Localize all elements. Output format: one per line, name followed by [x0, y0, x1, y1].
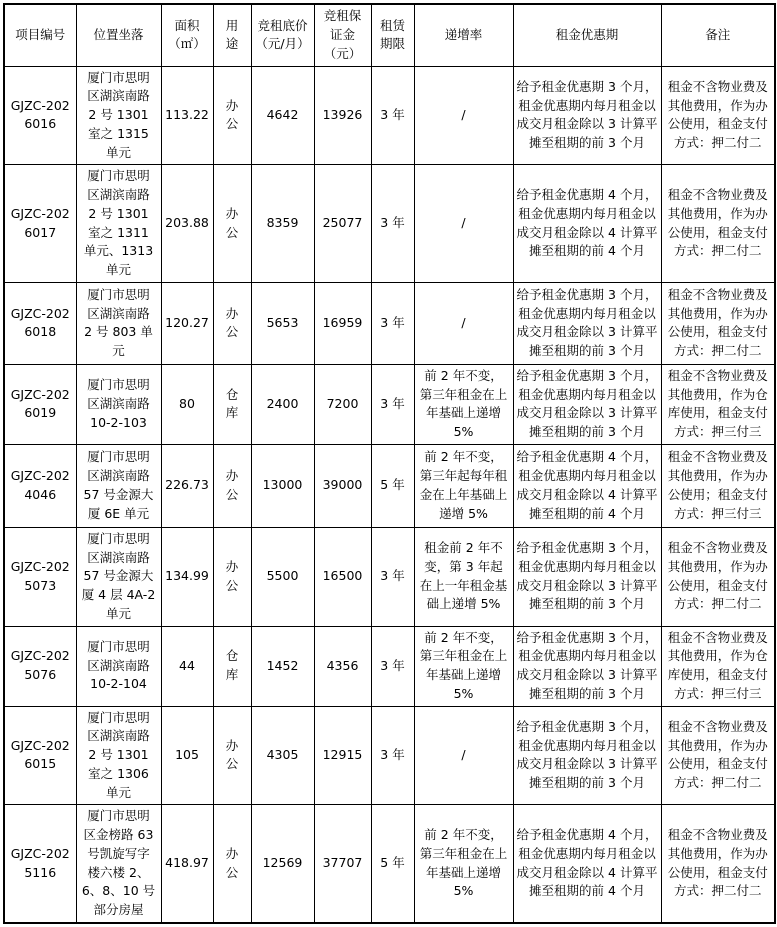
table-row	[4, 282, 775, 364]
lease-table	[3, 3, 776, 924]
cell-term: 3 年	[371, 66, 414, 165]
cell-deposit: 7200	[314, 364, 371, 444]
cell-deposit: 16959	[314, 282, 371, 364]
cell-term: 3 年	[371, 527, 414, 626]
cell-area: 418.97	[161, 805, 213, 923]
cell-base-rent: 2400	[251, 364, 314, 444]
cell-location: 厦门市思明区湖滨南路 10-2-103	[76, 364, 161, 444]
column-header-location: 位置坐落	[76, 4, 161, 66]
cell-base-rent: 5500	[251, 527, 314, 626]
cell-usage: 办公	[213, 805, 251, 923]
cell-escalation: 前 2 年不变，第三年租金在上年基础上递增 5%	[414, 805, 513, 923]
cell-remarks: 租金不含物业费及其他费用，作为办公使用，租金支付方式：押二付二	[661, 527, 775, 626]
column-header-code: 项目编号	[4, 4, 76, 66]
cell-usage: 办公	[213, 282, 251, 364]
cell-discount: 给予租金优惠期 4 个月，租金优惠期内每月租金以成交月租金除以 4 计算平摊至租期的前 4 个月	[513, 165, 661, 283]
cell-usage: 仓库	[213, 626, 251, 706]
cell-code: GJZC-2024046	[4, 444, 76, 527]
cell-remarks: 租金不含物业费及其他费用，作为办公使用，租金支付方式：押二付二	[661, 805, 775, 923]
cell-base-rent: 12569	[251, 805, 314, 923]
cell-escalation: 前 2 年不变，第三年租金在上年基础上递增 5%	[414, 626, 513, 706]
cell-base-rent: 8359	[251, 165, 314, 283]
cell-code: GJZC-2026017	[4, 165, 76, 283]
cell-area: 113.22	[161, 66, 213, 165]
cell-area: 203.88	[161, 165, 213, 283]
cell-escalation: /	[414, 706, 513, 805]
table-row	[4, 626, 775, 706]
cell-location: 厦门市思明区湖滨南路 2 号 1301 室之 1311 单元、1313 单元	[76, 165, 161, 283]
cell-deposit: 13926	[314, 66, 371, 165]
cell-term: 3 年	[371, 626, 414, 706]
header-row	[4, 4, 775, 66]
cell-location: 厦门市思明区湖滨南路 2 号 1301 室之 1306 单元	[76, 706, 161, 805]
cell-discount: 给予租金优惠期 3 个月，租金优惠期内每月租金以成交月租金除以 3 计算平摊至租期的前 3 个月	[513, 364, 661, 444]
cell-deposit: 4356	[314, 626, 371, 706]
cell-area: 134.99	[161, 527, 213, 626]
cell-code: GJZC-2025073	[4, 527, 76, 626]
column-header-discount: 租金优惠期	[513, 4, 661, 66]
cell-remarks: 租金不含物业费及其他费用，作为仓库使用，租金支付方式：押三付三	[661, 364, 775, 444]
cell-location: 厦门市思明区湖滨南路 2 号 803 单元	[76, 282, 161, 364]
cell-area: 226.73	[161, 444, 213, 527]
cell-base-rent: 4642	[251, 66, 314, 165]
cell-escalation: /	[414, 165, 513, 283]
cell-discount: 给予租金优惠期 3 个月，租金优惠期内每月租金以成交月租金除以 3 计算平摊至租期的前 3 个月	[513, 282, 661, 364]
table-row	[4, 165, 775, 283]
cell-area: 120.27	[161, 282, 213, 364]
cell-term: 3 年	[371, 364, 414, 444]
cell-code: GJZC-2026018	[4, 282, 76, 364]
cell-usage: 办公	[213, 706, 251, 805]
cell-code: GJZC-2025076	[4, 626, 76, 706]
cell-discount: 给予租金优惠期 3 个月，租金优惠期内每月租金以成交月租金除以 3 计算平摊至租期的前 3 个月	[513, 706, 661, 805]
cell-usage: 办公	[213, 444, 251, 527]
column-header-area: 面积（㎡）	[161, 4, 213, 66]
cell-discount: 给予租金优惠期 3 个月，租金优惠期内每月租金以成交月租金除以 3 计算平摊至租期的前 3 个月	[513, 66, 661, 165]
cell-base-rent: 13000	[251, 444, 314, 527]
cell-discount: 给予租金优惠期 3 个月，租金优惠期内每月租金以成交月租金除以 3 计算平摊至租期的前 3 个月	[513, 626, 661, 706]
cell-deposit: 37707	[314, 805, 371, 923]
cell-remarks: 租金不含物业费及其他费用，作为办公使用，租金支付方式：押二付二	[661, 66, 775, 165]
cell-discount: 给予租金优惠期 4 个月，租金优惠期内每月租金以成交月租金除以 4 计算平摊至租期的前 4 个月	[513, 805, 661, 923]
column-header-usage: 用途	[213, 4, 251, 66]
cell-escalation: 前 2 年不变，第三年起每年租金在上年基础上递增 5%	[414, 444, 513, 527]
cell-remarks: 租金不含物业费及其他费用，作为办公使用，租金支付方式：押二付二	[661, 282, 775, 364]
cell-remarks: 租金不含物业费及其他费用，作为办公使用；租金支付方式：押三付三	[661, 444, 775, 527]
cell-deposit: 39000	[314, 444, 371, 527]
cell-location: 厦门市思明区湖滨南路 57 号金源大厦 4 层 4A-2 单元	[76, 527, 161, 626]
cell-usage: 仓库	[213, 364, 251, 444]
cell-escalation: /	[414, 282, 513, 364]
table-row	[4, 527, 775, 626]
cell-term: 3 年	[371, 282, 414, 364]
cell-code: GJZC-2026016	[4, 66, 76, 165]
cell-usage: 办公	[213, 527, 251, 626]
cell-remarks: 租金不含物业费及其他费用，作为办公使用，租金支付方式：押二付二	[661, 165, 775, 283]
cell-deposit: 25077	[314, 165, 371, 283]
cell-base-rent: 5653	[251, 282, 314, 364]
cell-base-rent: 1452	[251, 626, 314, 706]
column-header-remarks: 备注	[661, 4, 775, 66]
cell-area: 44	[161, 626, 213, 706]
cell-base-rent: 4305	[251, 706, 314, 805]
cell-location: 厦门市思明区金榜路 63 号凯旋写字楼六楼 2、6、8、10 号部分房屋	[76, 805, 161, 923]
cell-remarks: 租金不含物业费及其他费用，作为仓库使用，租金支付方式：押三付三	[661, 626, 775, 706]
table-row	[4, 706, 775, 805]
table-row	[4, 444, 775, 527]
column-header-base-rent: 竞租底价（元/月）	[251, 4, 314, 66]
cell-term: 5 年	[371, 805, 414, 923]
cell-remarks: 租金不含物业费及其他费用，作为办公使用，租金支付方式：押二付二	[661, 706, 775, 805]
cell-code: GJZC-2026015	[4, 706, 76, 805]
cell-term: 3 年	[371, 706, 414, 805]
cell-area: 80	[161, 364, 213, 444]
cell-term: 3 年	[371, 165, 414, 283]
cell-discount: 给予租金优惠期 3 个月，租金优惠期内每月租金以成交月租金除以 3 计算平摊至租期的前 3 个月	[513, 527, 661, 626]
cell-location: 厦门市思明区湖滨南路 10-2-104	[76, 626, 161, 706]
cell-escalation: 前 2 年不变，第三年租金在上年基础上递增 5%	[414, 364, 513, 444]
column-header-escalation: 递增率	[414, 4, 513, 66]
cell-deposit: 16500	[314, 527, 371, 626]
cell-discount: 给予租金优惠期 4 个月，租金优惠期内每月租金以成交月租金除以 4 计算平摊至租期的前 4 个月	[513, 444, 661, 527]
cell-area: 105	[161, 706, 213, 805]
cell-term: 5 年	[371, 444, 414, 527]
cell-deposit: 12915	[314, 706, 371, 805]
table-row	[4, 364, 775, 444]
cell-usage: 办公	[213, 66, 251, 165]
cell-code: GJZC-2026019	[4, 364, 76, 444]
table-body	[4, 66, 775, 923]
cell-code: GJZC-2025116	[4, 805, 76, 923]
cell-location: 厦门市思明区湖滨南路 2 号 1301 室之 1315 单元	[76, 66, 161, 165]
cell-location: 厦门市思明区湖滨南路 57 号金源大厦 6E 单元	[76, 444, 161, 527]
cell-escalation: /	[414, 66, 513, 165]
cell-escalation: 租金前 2 年不变，第 3 年起在上一年租金基础上递增 5%	[414, 527, 513, 626]
table-row	[4, 66, 775, 165]
column-header-deposit: 竞租保证金（元）	[314, 4, 371, 66]
cell-usage: 办公	[213, 165, 251, 283]
table-row	[4, 805, 775, 923]
column-header-term: 租赁期限	[371, 4, 414, 66]
